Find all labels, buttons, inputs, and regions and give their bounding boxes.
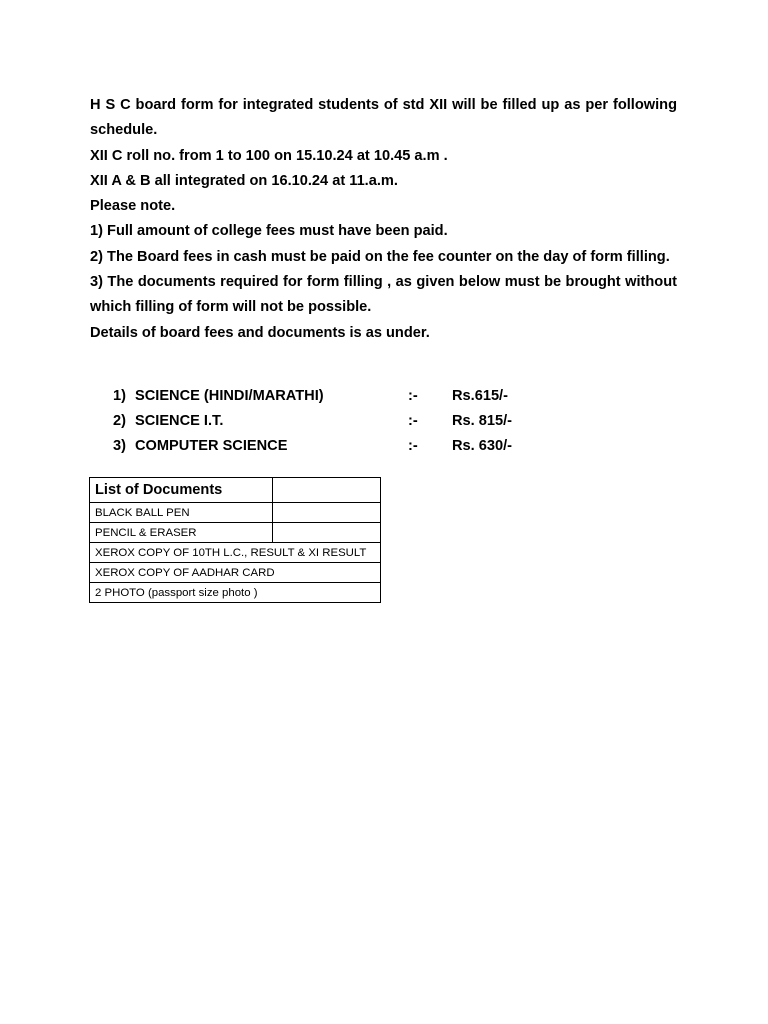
empty-cell (273, 503, 381, 523)
notice-line-point-2: 2) The Board fees in cash must be paid on the fee counter on the day of form filling. (90, 248, 670, 265)
table-row (90, 583, 381, 603)
fee-separator: :- (408, 438, 418, 454)
documents-table (89, 477, 381, 603)
fee-stream-name: SCIENCE (HINDI/MARATHI) (135, 388, 324, 404)
fee-amount: Rs. 630/- (452, 438, 513, 454)
notice-line-point-3: 3) The documents required for form filling , as given below must be brought without which filling of form will not be possible. (90, 274, 677, 316)
notice-line-xii-ab: XII A & B all integrated on 16.10.24 at 11.a.m. (90, 172, 398, 189)
board-fees-list (113, 384, 593, 459)
notice-line-schedule: H S C board form for integrated students of std XII will be filled up as per following schedule. (90, 97, 677, 139)
table-row (90, 563, 381, 583)
notice-line-please-note: Please note. (90, 198, 176, 215)
empty-cell (273, 523, 381, 543)
fee-number: 3) (113, 438, 126, 454)
fee-amount: Rs.615/- (452, 388, 508, 404)
document-item: BLACK BALL PEN (90, 503, 273, 523)
fee-stream-name: SCIENCE I.T. (135, 413, 224, 429)
documents-table-header-row (90, 478, 381, 503)
notice-line-xii-c: XII C roll no. from 1 to 100 on 15.10.24 at 10.45 a.m . (90, 147, 448, 164)
document-item: 2 PHOTO (passport size photo ) (90, 583, 381, 603)
fee-row-science-it (113, 409, 593, 434)
fee-row-computer-science (113, 434, 593, 459)
fee-row-science-hindi-marathi (113, 384, 593, 409)
document-item: XEROX COPY OF AADHAR CARD (90, 563, 381, 583)
documents-table-header-empty-cell (273, 478, 381, 503)
notice-line-point-1: 1) Full amount of college fees must have been paid. (90, 223, 448, 240)
notice-text (90, 93, 677, 346)
documents-table-header: List of Documents (90, 478, 273, 503)
table-row (90, 523, 381, 543)
fee-amount: Rs. 815/- (452, 413, 513, 429)
fee-separator: :- (408, 413, 418, 429)
document-item: XEROX COPY OF 10TH L.C., RESULT & XI RESULT (90, 543, 381, 563)
table-row (90, 503, 381, 523)
fee-number: 1) (113, 388, 126, 404)
fee-stream-name: COMPUTER SCIENCE (135, 438, 288, 454)
table-row (90, 543, 381, 563)
notice-line-details: Details of board fees and documents is as under. (90, 324, 430, 341)
fee-number: 2) (113, 413, 126, 429)
document-item: PENCIL & ERASER (90, 523, 273, 543)
fee-separator: :- (408, 388, 418, 404)
